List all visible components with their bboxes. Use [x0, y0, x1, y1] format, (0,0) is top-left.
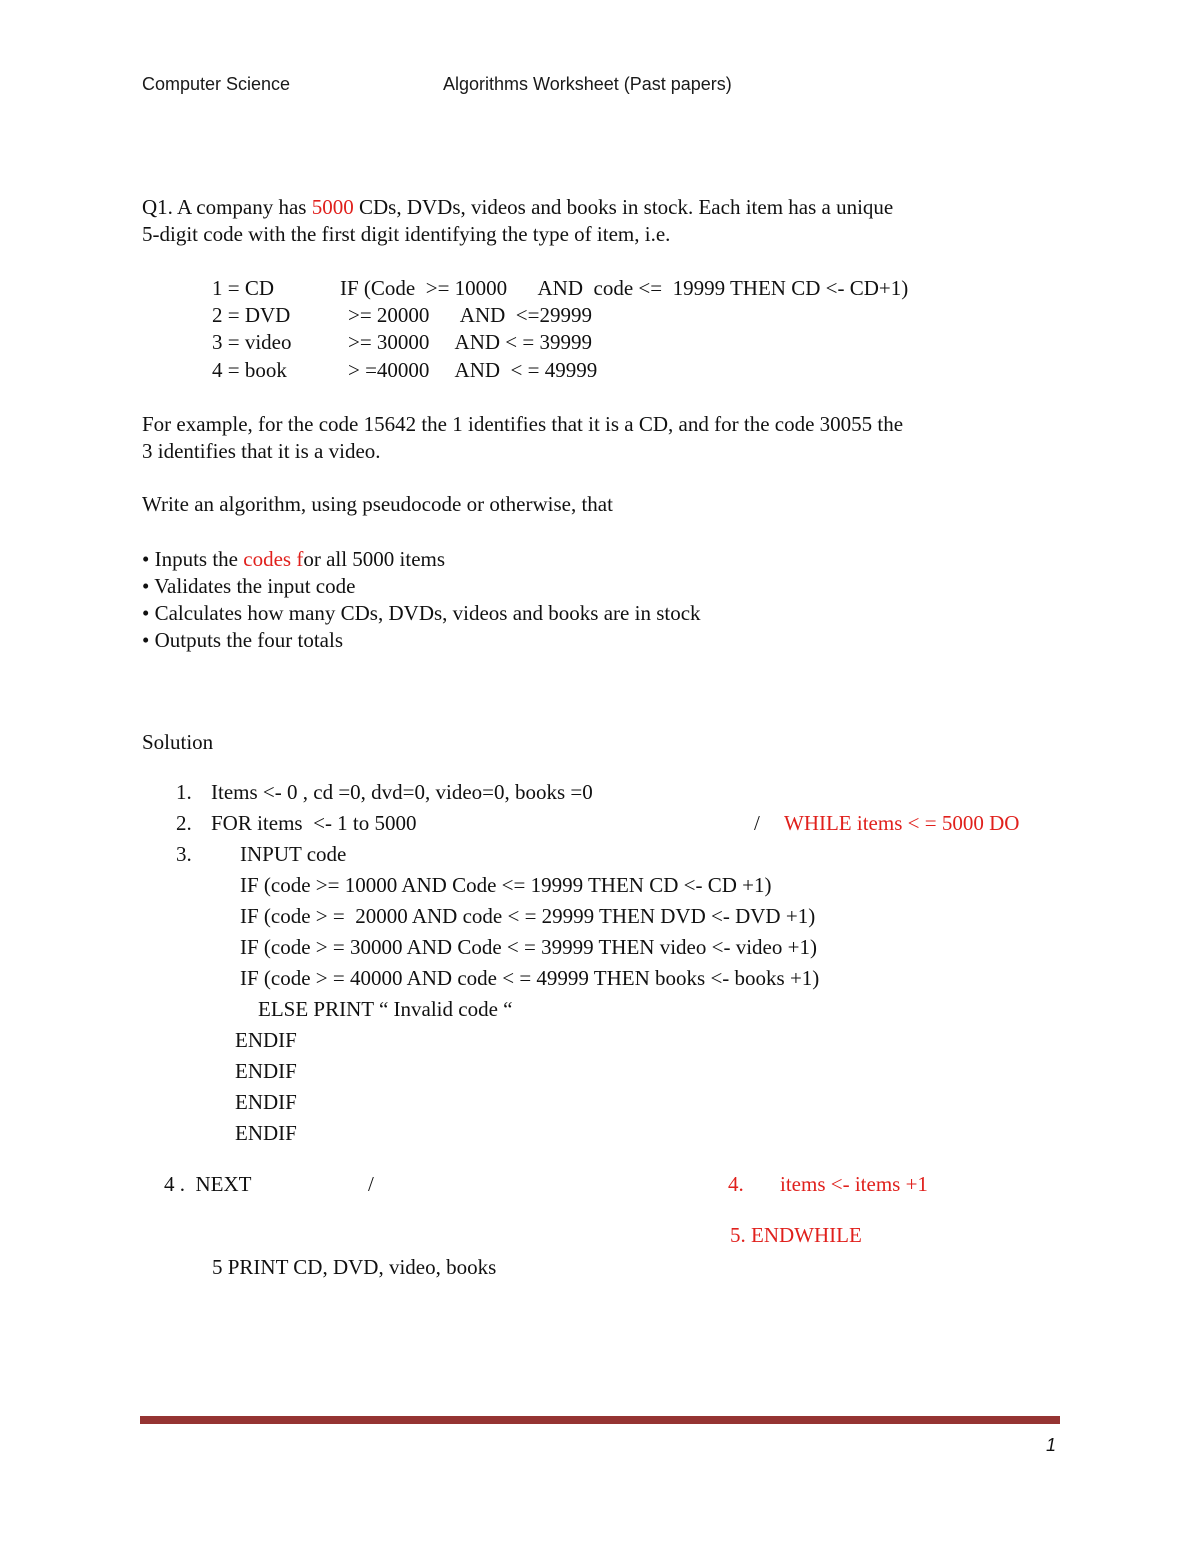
- codes-highlight: codes f: [243, 547, 304, 571]
- solution-heading: Solution: [142, 730, 214, 754]
- question-line-2: 5-digit code with the first digit identifying the type of item, i.e.: [142, 222, 671, 246]
- alt-while-loop: WHILE items < = 5000 DO: [784, 811, 1020, 835]
- example-line-1: For example, for the code 15642 the 1 identifies that it is a CD, and for the code 30055 the: [142, 412, 904, 436]
- step-number-3: 3.: [176, 842, 192, 866]
- page-number: 1: [1046, 1435, 1057, 1455]
- step-5-print: 5 PRINT CD, DVD, video, books: [212, 1255, 497, 1279]
- type-label-video: 3 = video: [212, 330, 292, 354]
- if-video: IF (code > = 30000 AND Code < = 39999 THEN video <- video +1): [240, 935, 817, 959]
- type-label-cd: 1 = CD: [212, 276, 275, 300]
- header-title: Algorithms Worksheet (Past papers): [443, 74, 732, 94]
- alt-separator-2: /: [368, 1172, 374, 1196]
- alt-separator-1: /: [754, 811, 760, 835]
- alt-step-4-number: 4.: [728, 1172, 744, 1196]
- step-number-2: 2.: [176, 811, 192, 835]
- alt-step-5-endwhile: 5. ENDWHILE: [730, 1223, 862, 1247]
- bullet-outputs: • Outputs the four totals: [142, 628, 343, 652]
- type-label-dvd: 2 = DVD: [212, 303, 291, 327]
- footer-rule: [140, 1416, 1060, 1424]
- question-text-end: CDs, DVDs, videos and books in stock. Each item has a unique: [353, 195, 894, 219]
- type-label-book: 4 = book: [212, 358, 287, 382]
- if-cd: IF (code >= 10000 AND Code <= 19999 THEN CD <- CD +1): [240, 873, 772, 897]
- step-3-input: INPUT code: [240, 842, 347, 866]
- bullet-inputs: [142, 546, 445, 573]
- bullet-validates: • Validates the input code: [142, 574, 356, 598]
- endif-1: ENDIF: [235, 1028, 297, 1052]
- alt-step-4-increment: items <- items +1: [780, 1172, 928, 1196]
- header-subject: Computer Science: [142, 74, 291, 94]
- type-condition-video: >= 30000 AND < = 39999: [348, 330, 592, 354]
- step-2: FOR items <- 1 to 5000: [211, 811, 417, 835]
- else-print: ELSE PRINT “ Invalid code “: [258, 997, 513, 1021]
- bullet-inputs-start: • Inputs the: [142, 547, 244, 571]
- step-number-1: 1.: [176, 780, 192, 804]
- bullet-calculates: • Calculates how many CDs, DVDs, videos and books are in stock: [142, 601, 701, 625]
- type-condition-dvd: >= 20000 AND <=29999: [348, 303, 592, 327]
- step-4-next: 4 . NEXT: [164, 1172, 252, 1196]
- stock-count-highlight: 5000: [311, 195, 354, 219]
- type-condition-cd: IF (Code >= 10000 AND code <= 19999 THEN CD <- CD+1): [340, 276, 909, 300]
- endif-2: ENDIF: [235, 1059, 297, 1083]
- example-line-2: 3 identifies that it is a video.: [142, 439, 381, 463]
- type-condition-book: > =40000 AND < = 49999: [348, 358, 598, 382]
- question-line-1: [142, 194, 893, 221]
- step-1: Items <- 0 , cd =0, dvd=0, video=0, books =0: [211, 780, 593, 804]
- if-dvd: IF (code > = 20000 AND code < = 29999 THEN DVD <- DVD +1): [240, 904, 816, 928]
- endif-4: ENDIF: [235, 1121, 297, 1145]
- instruction: Write an algorithm, using pseudocode or otherwise, that: [142, 492, 613, 516]
- endif-3: ENDIF: [235, 1090, 297, 1114]
- question-text-start: Q1. A company has: [142, 195, 312, 219]
- bullet-inputs-end: or all 5000 items: [303, 547, 446, 571]
- if-books: IF (code > = 40000 AND code < = 49999 THEN books <- books +1): [240, 966, 820, 990]
